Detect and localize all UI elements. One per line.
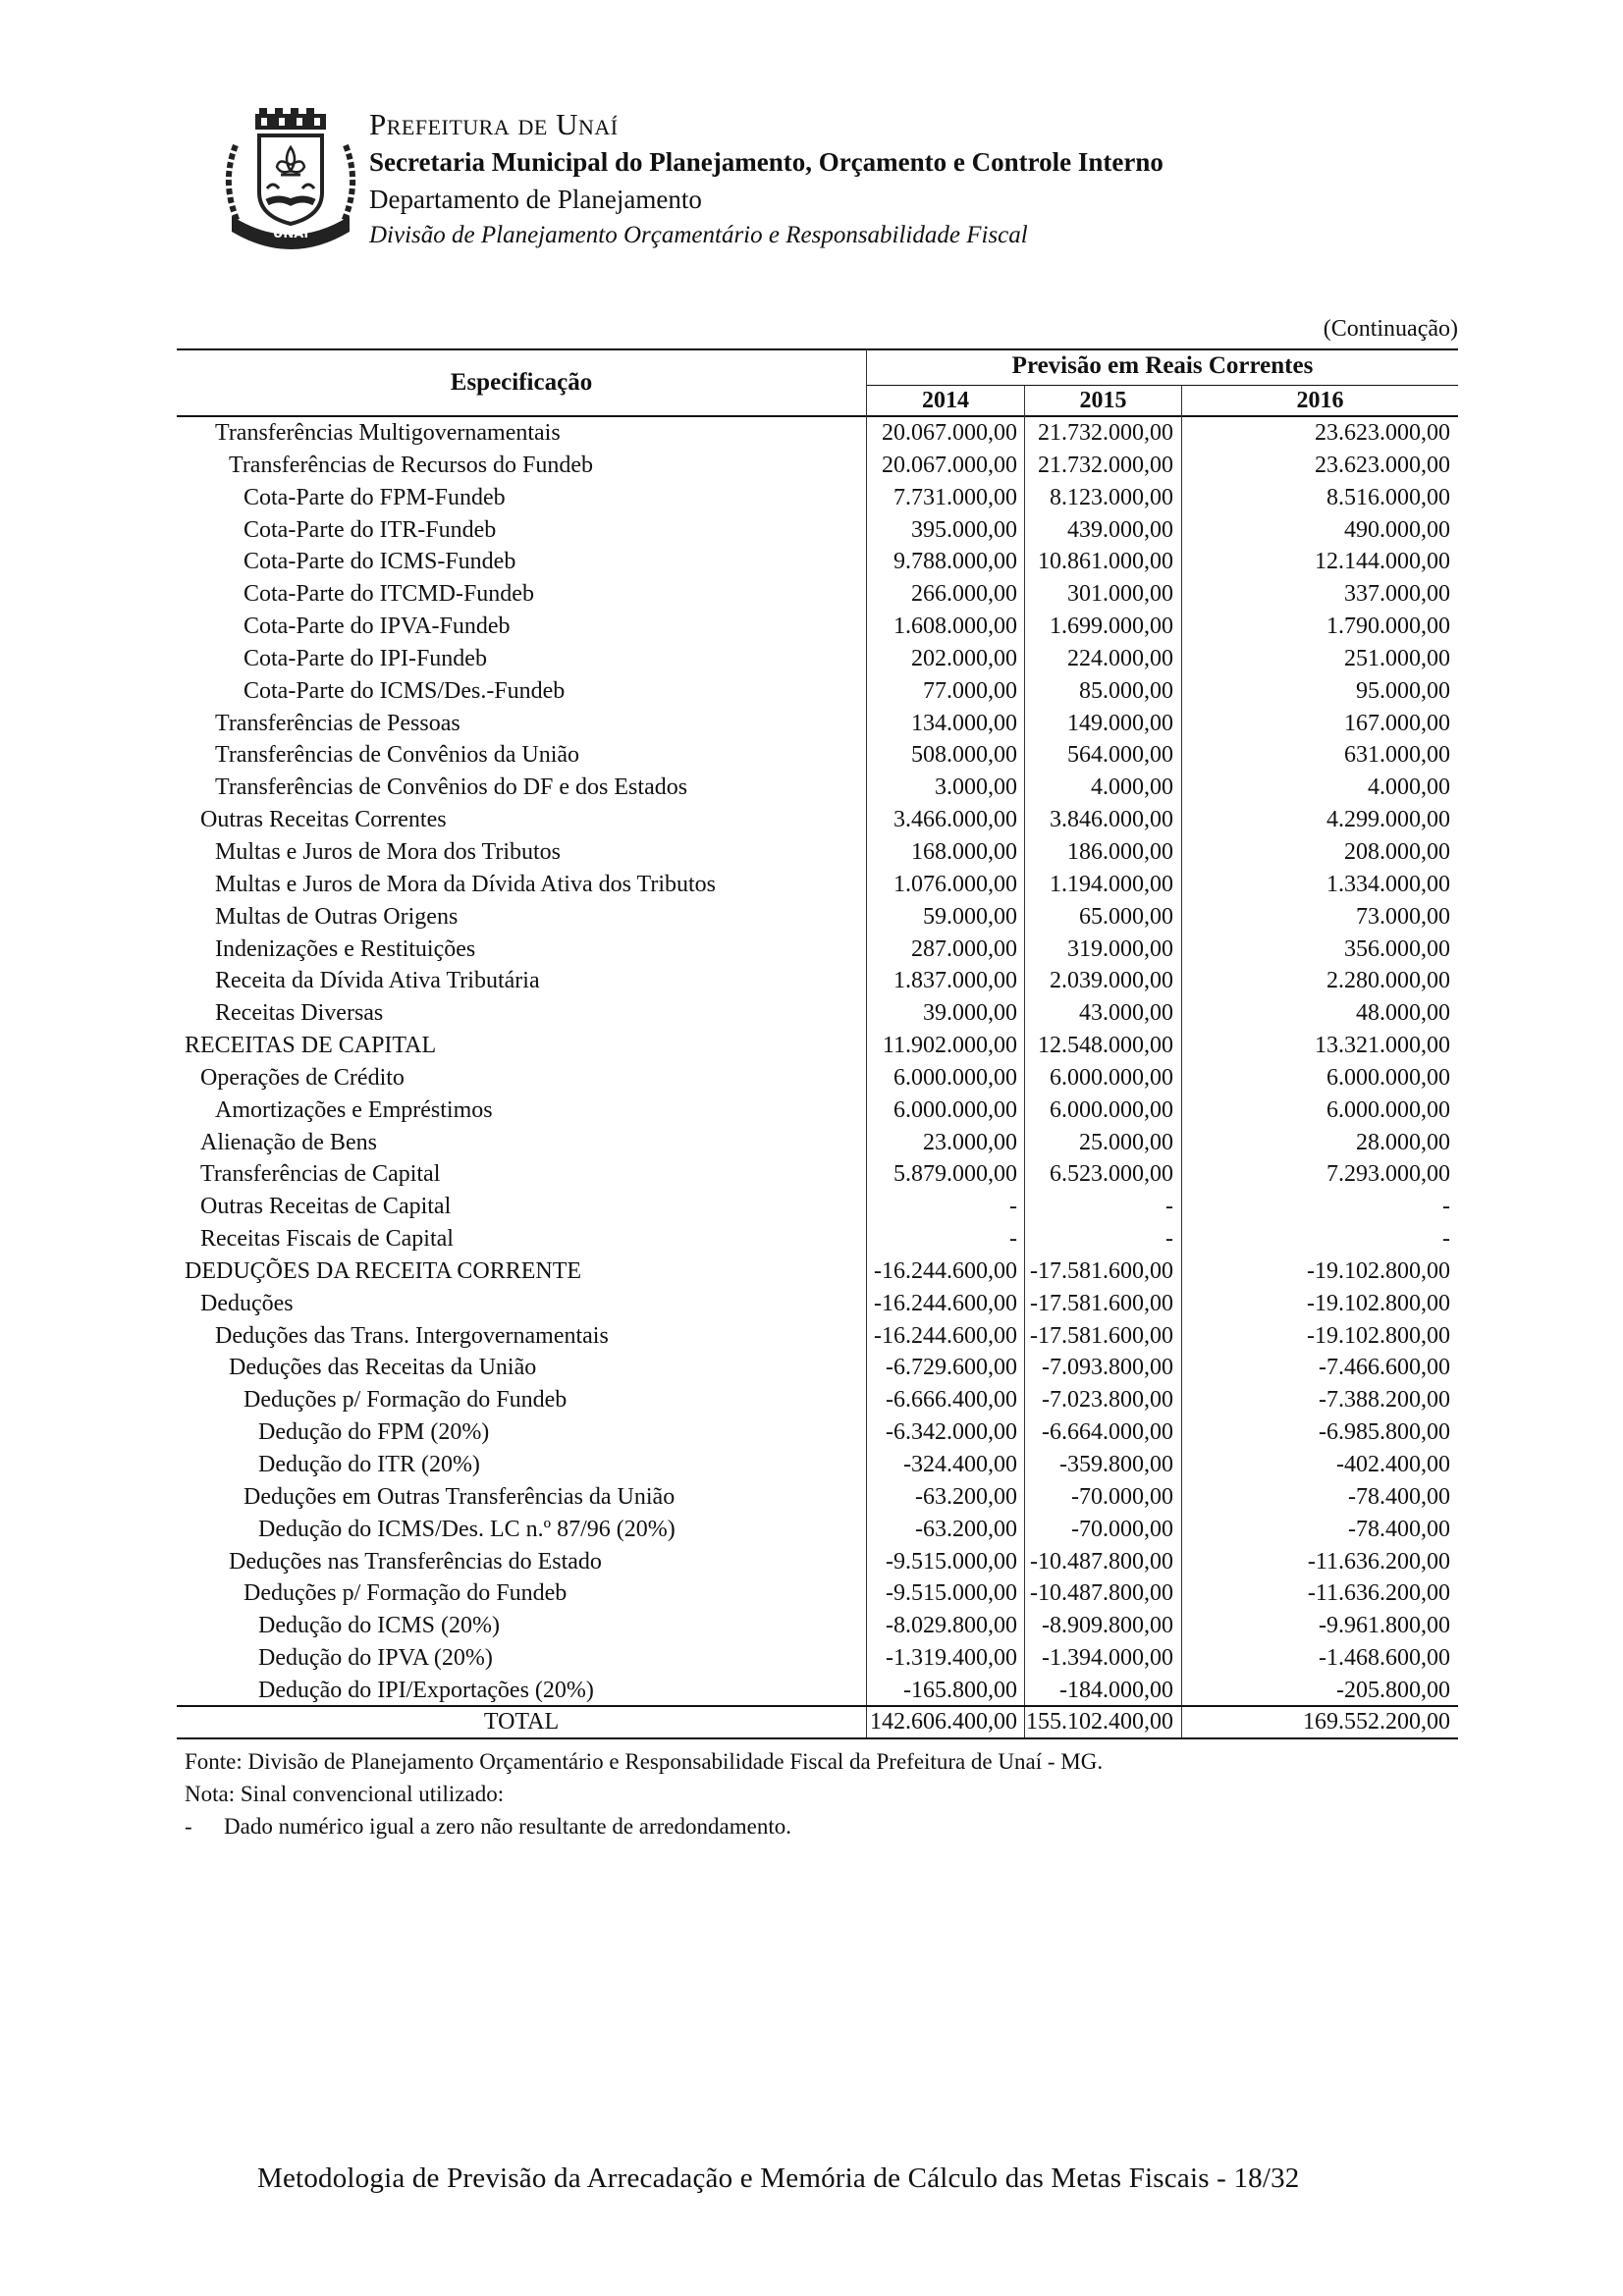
row-value-2016: 48.000,00: [1356, 1000, 1450, 1027]
row-value-2015: -17.581.600,00: [1030, 1257, 1173, 1284]
row-value-2016: 28.000,00: [1356, 1129, 1450, 1155]
row-value-2016: 73.000,00: [1356, 903, 1450, 930]
row-value-2014: -165.800,00: [903, 1677, 1017, 1703]
row-label: Transferências de Pessoas: [215, 710, 460, 736]
row-value-2015: 564.000,00: [1067, 742, 1173, 769]
table-row: [177, 1320, 1458, 1353]
total-value-2016: 169.552.200,00: [1303, 1709, 1450, 1735]
row-value-2015: 6.000.000,00: [1050, 1064, 1173, 1091]
row-label: Cota-Parte do ITCMD-Fundeb: [243, 581, 534, 608]
row-value-2014: 1.608.000,00: [893, 614, 1017, 640]
row-value-2016: -7.466.600,00: [1319, 1355, 1450, 1381]
row-value-2015: 1.194.000,00: [1050, 871, 1173, 897]
row-label: Transferências de Capital: [200, 1161, 441, 1188]
row-value-2016: 7.293.000,00: [1326, 1161, 1450, 1188]
table-row: [177, 836, 1458, 869]
row-value-2016: 631.000,00: [1344, 742, 1450, 769]
row-label: Transferências Multigovernamentais: [215, 420, 561, 446]
row-value-2015: -70.000,00: [1071, 1483, 1173, 1510]
table-row: [177, 1127, 1458, 1159]
row-label: Transferências de Convênios do DF e dos Estados: [215, 774, 688, 801]
row-value-2015: 4.000,00: [1091, 774, 1173, 801]
row-label: Dedução do FPM (20%): [258, 1419, 490, 1446]
table-row: [177, 1352, 1458, 1384]
row-label: Cota-Parte do IPVA-Fundeb: [243, 614, 511, 640]
row-value-2016: -78.400,00: [1348, 1483, 1450, 1510]
table-row: [177, 1675, 1458, 1707]
table-row: [177, 997, 1458, 1030]
row-label: Outras Receitas Correntes: [200, 807, 447, 833]
row-value-2014: -324.400,00: [903, 1452, 1017, 1477]
row-label: Receitas Diversas: [215, 1000, 384, 1027]
row-label: Dedução do ITR (20%): [258, 1452, 480, 1477]
row-value-2014: 3.466.000,00: [893, 807, 1017, 833]
row-label: Alienação de Bens: [200, 1129, 377, 1155]
row-value-2014: 20.067.000,00: [882, 420, 1017, 446]
row-label: Outras Receitas de Capital: [200, 1194, 452, 1220]
row-label: Receita da Dívida Ativa Tributária: [215, 968, 540, 994]
table-row: [177, 1255, 1458, 1288]
row-value-2016: 95.000,00: [1356, 677, 1450, 704]
table-row: [177, 1514, 1458, 1546]
row-value-2016: 208.000,00: [1344, 838, 1450, 865]
row-value-2016: 12.144.000,00: [1315, 549, 1450, 575]
org-name: Prefeitura de Unaí: [369, 107, 619, 141]
row-label: Deduções: [200, 1290, 294, 1316]
row-value-2014: 23.000,00: [923, 1129, 1017, 1155]
row-value-2014: 6.000.000,00: [893, 1064, 1017, 1091]
row-value-2014: 266.000,00: [911, 581, 1017, 608]
table-row: [177, 1416, 1458, 1449]
row-value-2015: -6.664.000,00: [1042, 1419, 1173, 1446]
row-value-2015: 21.732.000,00: [1038, 420, 1173, 446]
spec-column-header: Especificação: [450, 368, 593, 396]
row-value-2014: 39.000,00: [923, 1000, 1017, 1027]
row-value-2015: -184.000,00: [1059, 1677, 1173, 1703]
row-value-2015: 319.000,00: [1067, 935, 1173, 962]
year-header-2015: 2015: [1079, 387, 1127, 413]
row-value-2016: -: [1442, 1194, 1450, 1220]
row-value-2014: -9.515.000,00: [886, 1548, 1017, 1575]
row-value-2014: 395.000,00: [911, 516, 1017, 543]
row-value-2014: 3.000,00: [935, 774, 1017, 801]
row-label: Cota-Parte do ICMS-Fundeb: [243, 549, 516, 575]
row-value-2014: 20.067.000,00: [882, 452, 1017, 478]
row-value-2016: 167.000,00: [1344, 710, 1450, 736]
row-value-2014: 11.902.000,00: [882, 1033, 1017, 1059]
row-value-2014: -: [1009, 1194, 1017, 1220]
row-value-2014: -16.244.600,00: [874, 1290, 1017, 1316]
row-label: Indenizações e Restituições: [215, 935, 476, 962]
row-value-2014: -6.666.400,00: [886, 1387, 1017, 1414]
source-note: Fonte: Divisão de Planejamento Orçamentário e Responsabilidade Fiscal da Prefeitura de Unaí - MG.: [185, 1749, 1104, 1774]
table-row: [177, 1062, 1458, 1095]
row-value-2014: -16.244.600,00: [874, 1257, 1017, 1284]
row-label: Receitas Fiscais de Capital: [200, 1226, 454, 1253]
row-value-2016: 2.280.000,00: [1326, 968, 1450, 994]
row-value-2015: -17.581.600,00: [1030, 1290, 1173, 1316]
row-value-2016: 4.000,00: [1368, 774, 1450, 801]
row-value-2014: 168.000,00: [911, 838, 1017, 865]
row-label: Dedução do ICMS/Des. LC n.º 87/96 (20%): [258, 1516, 676, 1542]
table-row: [177, 739, 1458, 772]
secretariat-name: Secretaria Municipal do Planejamento, Orçamento e Controle Interno: [369, 147, 1163, 177]
row-value-2015: 224.000,00: [1067, 645, 1173, 671]
convention-legend: [185, 1810, 1103, 1842]
row-value-2015: 8.123.000,00: [1050, 484, 1173, 510]
coat-of-arms-icon: [218, 106, 363, 253]
row-value-2014: 202.000,00: [911, 645, 1017, 671]
table-row: [177, 611, 1458, 643]
row-value-2016: 1.334.000,00: [1326, 871, 1450, 897]
row-value-2014: 6.000.000,00: [893, 1096, 1017, 1123]
row-label: Cota-Parte do FPM-Fundeb: [243, 484, 506, 510]
table-row: [177, 417, 1458, 450]
table-row: [177, 1384, 1458, 1416]
row-value-2015: 25.000,00: [1079, 1129, 1173, 1155]
row-label: Deduções nas Transferências do Estado: [229, 1548, 602, 1575]
table-row: [177, 546, 1458, 578]
row-value-2014: 134.000,00: [911, 710, 1017, 736]
row-value-2014: -16.244.600,00: [874, 1322, 1017, 1349]
row-value-2016: -9.961.800,00: [1319, 1613, 1450, 1639]
row-value-2016: 1.790.000,00: [1326, 614, 1450, 640]
page-footer: Metodologia de Previsão da Arrecadação e Memória de Cálculo das Metas Fiscais - 18/32: [257, 2163, 1300, 2194]
row-value-2015: 43.000,00: [1079, 1000, 1173, 1027]
row-value-2016: 23.623.000,00: [1315, 420, 1450, 446]
row-label: Multas de Outras Origens: [215, 903, 459, 930]
table-row: [177, 1095, 1458, 1127]
row-value-2014: 9.788.000,00: [893, 549, 1017, 575]
row-value-2015: 6.000.000,00: [1050, 1096, 1173, 1123]
row-value-2016: 6.000.000,00: [1326, 1096, 1450, 1123]
table-row: [177, 1288, 1458, 1320]
table-row: [177, 578, 1458, 611]
row-value-2014: -6.342.000,00: [886, 1419, 1017, 1446]
row-value-2016: -6.985.800,00: [1319, 1419, 1450, 1446]
row-value-2015: -17.581.600,00: [1030, 1322, 1173, 1349]
row-label: Amortizações e Empréstimos: [215, 1096, 493, 1123]
row-value-2016: -1.468.600,00: [1319, 1645, 1450, 1672]
table-row: [177, 1642, 1458, 1675]
row-value-2015: 10.861.000,00: [1038, 549, 1173, 575]
total-label: TOTAL: [483, 1709, 560, 1735]
row-value-2014: 59.000,00: [923, 903, 1017, 930]
table-row: [177, 643, 1458, 675]
row-value-2014: -1.319.400,00: [886, 1645, 1017, 1672]
table-row: [177, 1449, 1458, 1481]
letterhead: [369, 106, 1163, 253]
row-label: RECEITAS DE CAPITAL: [185, 1033, 437, 1059]
row-value-2015: 12.548.000,00: [1038, 1033, 1173, 1059]
row-value-2014: 5.879.000,00: [893, 1161, 1017, 1188]
row-value-2016: -: [1442, 1226, 1450, 1253]
row-value-2015: 85.000,00: [1079, 677, 1173, 704]
table-body: [177, 417, 1458, 1707]
table-row: [177, 1610, 1458, 1642]
row-value-2016: 490.000,00: [1344, 516, 1450, 543]
table-row: [177, 901, 1458, 934]
table-row: [177, 1030, 1458, 1062]
year-header-2016: 2016: [1296, 387, 1344, 413]
table-row: [177, 1481, 1458, 1514]
row-label: Transferências de Recursos do Fundeb: [229, 452, 594, 478]
row-label: DEDUÇÕES DA RECEITA CORRENTE: [185, 1257, 582, 1284]
table-row: [177, 1191, 1458, 1223]
row-value-2016: 13.321.000,00: [1315, 1033, 1450, 1059]
row-value-2015: 301.000,00: [1067, 581, 1173, 608]
table-row: [177, 772, 1458, 804]
row-value-2016: 8.516.000,00: [1326, 484, 1450, 510]
row-value-2016: -11.636.200,00: [1307, 1580, 1450, 1607]
row-value-2014: -6.729.600,00: [886, 1355, 1017, 1381]
row-value-2015: 3.846.000,00: [1050, 807, 1173, 833]
row-value-2016: 4.299.000,00: [1326, 807, 1450, 833]
row-value-2015: 1.699.000,00: [1050, 614, 1173, 640]
table-row: [177, 965, 1458, 997]
row-value-2015: -10.487.800,00: [1030, 1548, 1173, 1575]
row-value-2014: 77.000,00: [923, 677, 1017, 704]
row-label: Cota-Parte do IPI-Fundeb: [243, 645, 487, 671]
division-name: Divisão de Planejamento Orçamentário e Responsabilidade Fiscal: [369, 222, 1028, 248]
row-value-2016: -402.400,00: [1336, 1452, 1450, 1477]
row-value-2014: -: [1009, 1226, 1017, 1253]
table-row: [177, 1158, 1458, 1191]
row-value-2014: -63.200,00: [915, 1516, 1017, 1542]
svg-text:UNAÍ: UNAÍ: [272, 227, 309, 241]
row-value-2016: -7.388.200,00: [1319, 1387, 1450, 1414]
row-label: Cota-Parte do ICMS/Des.-Fundeb: [243, 677, 566, 704]
row-value-2014: 7.731.000,00: [893, 484, 1017, 510]
table-row: [177, 482, 1458, 514]
row-value-2015: -7.023.800,00: [1042, 1387, 1173, 1414]
total-value-2014: 142.606.400,00: [870, 1709, 1017, 1735]
table-row: [177, 934, 1458, 966]
row-label: Multas e Juros de Mora dos Tributos: [215, 838, 562, 865]
row-label: Deduções p/ Formação do Fundeb: [243, 1580, 568, 1607]
table-row: [177, 708, 1458, 740]
row-value-2016: -19.102.800,00: [1307, 1322, 1450, 1349]
department-name: Departamento de Planejamento: [369, 185, 702, 214]
table-row: [177, 514, 1458, 547]
row-value-2015: 2.039.000,00: [1050, 968, 1173, 994]
convention-note-title: Nota: Sinal convencional utilizado:: [185, 1782, 505, 1806]
total-row: [177, 1706, 1458, 1738]
row-value-2015: 149.000,00: [1067, 710, 1173, 736]
row-label: Cota-Parte do ITR-Fundeb: [243, 516, 497, 543]
row-value-2014: 1.076.000,00: [893, 871, 1017, 897]
total-value-2015: 155.102.400,00: [1026, 1709, 1173, 1735]
row-value-2016: -78.400,00: [1348, 1516, 1450, 1542]
row-value-2014: 1.837.000,00: [893, 968, 1017, 994]
table-row: [177, 450, 1458, 482]
table-row: [177, 869, 1458, 901]
row-value-2015: -70.000,00: [1071, 1516, 1173, 1542]
row-value-2014: 287.000,00: [911, 935, 1017, 962]
row-label: Deduções p/ Formação do Fundeb: [243, 1387, 568, 1414]
row-value-2016: 23.623.000,00: [1315, 452, 1450, 478]
row-value-2015: 186.000,00: [1067, 838, 1173, 865]
row-value-2015: -: [1165, 1194, 1173, 1220]
row-value-2015: 439.000,00: [1067, 516, 1173, 543]
row-label: Deduções em Outras Transferências da União: [243, 1483, 676, 1510]
row-value-2015: -10.487.800,00: [1030, 1580, 1173, 1607]
row-value-2014: -63.200,00: [915, 1483, 1017, 1510]
year-header-2014: 2014: [922, 387, 969, 413]
table-row: [177, 1546, 1458, 1578]
row-value-2016: -205.800,00: [1336, 1677, 1450, 1703]
row-value-2015: 21.732.000,00: [1038, 452, 1173, 478]
table-row: [177, 675, 1458, 708]
table-notes: [185, 1745, 1103, 1842]
row-value-2015: -7.093.800,00: [1042, 1355, 1173, 1381]
row-label: Deduções das Receitas da União: [229, 1355, 537, 1381]
row-value-2016: -19.102.800,00: [1307, 1257, 1450, 1284]
row-value-2015: -1.394.000,00: [1042, 1645, 1173, 1672]
row-value-2016: 356.000,00: [1344, 935, 1450, 962]
row-label: Transferências de Convênios da União: [215, 742, 580, 769]
row-value-2015: 6.523.000,00: [1050, 1161, 1173, 1188]
table-row: [177, 1577, 1458, 1610]
row-label: Deduções das Trans. Intergovernamentais: [215, 1322, 609, 1349]
row-label: Dedução do IPVA (20%): [258, 1645, 493, 1672]
row-value-2015: 65.000,00: [1079, 903, 1173, 930]
legend-text: Dado numérico igual a zero não resultante de arredondamento.: [224, 1814, 791, 1839]
legend-symbol: -: [185, 1814, 192, 1839]
row-value-2014: -9.515.000,00: [886, 1580, 1017, 1607]
row-value-2016: -19.102.800,00: [1307, 1290, 1450, 1316]
row-value-2015: -359.800,00: [1059, 1452, 1173, 1477]
table-row: [177, 804, 1458, 836]
table-bottom-rule: [177, 1737, 1458, 1739]
row-label: Multas e Juros de Mora da Dívida Ativa dos Tributos: [215, 871, 716, 897]
row-value-2014: 508.000,00: [911, 742, 1017, 769]
row-value-2015: -: [1165, 1226, 1173, 1253]
row-label: Dedução do ICMS (20%): [258, 1613, 500, 1639]
forecast-group-header: Previsão em Reais Correntes: [1011, 352, 1314, 379]
continuation-label: (Continuação): [1323, 316, 1458, 342]
row-label: Dedução do IPI/Exportações (20%): [258, 1677, 594, 1703]
row-value-2015: -8.909.800,00: [1042, 1613, 1173, 1639]
row-label: Operações de Crédito: [200, 1064, 405, 1091]
row-value-2014: -8.029.800,00: [886, 1613, 1017, 1639]
row-value-2016: -11.636.200,00: [1307, 1548, 1450, 1575]
row-value-2016: 251.000,00: [1344, 645, 1450, 671]
row-value-2016: 337.000,00: [1344, 581, 1450, 608]
row-value-2016: 6.000.000,00: [1326, 1064, 1450, 1091]
table-row: [177, 1223, 1458, 1255]
